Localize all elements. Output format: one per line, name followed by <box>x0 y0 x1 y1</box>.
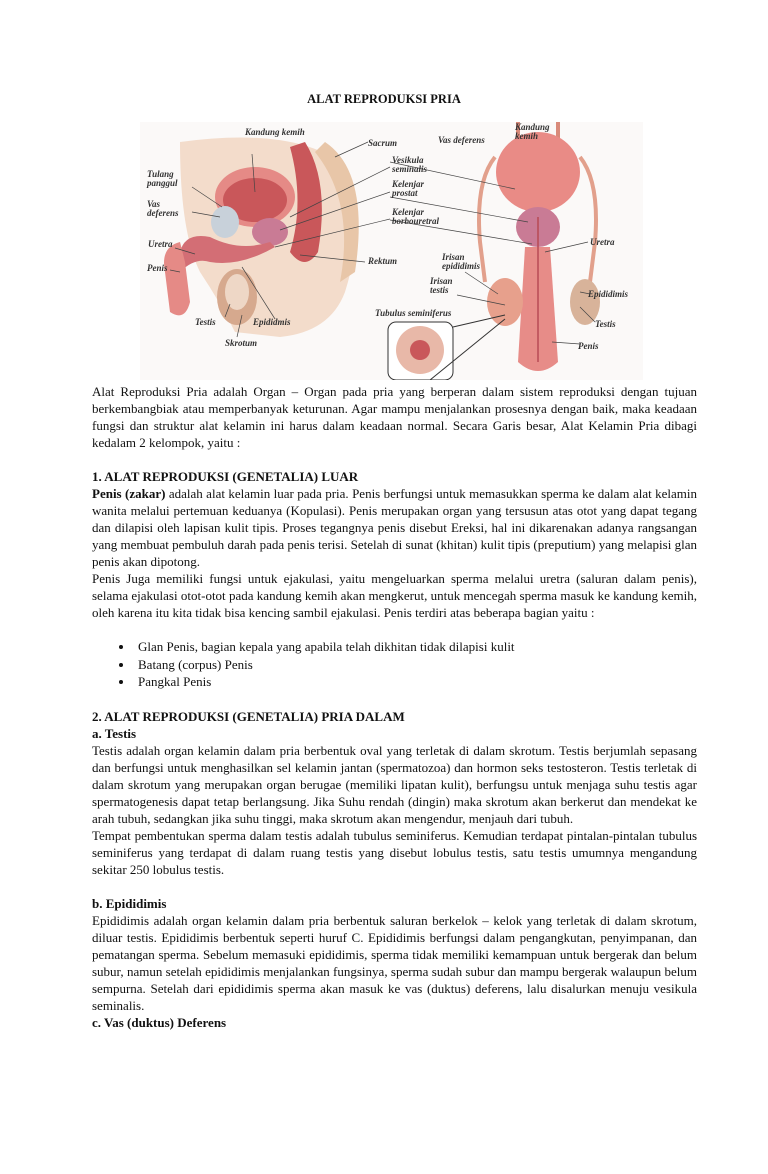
label-uretra-front: Uretra <box>590 237 615 247</box>
label-vesikula-seminalis: Vesikula seminalis <box>392 155 428 174</box>
label-vas-deferens-side: Vas deferens <box>147 199 179 218</box>
label-skrotum: Skrotum <box>225 338 258 348</box>
penis-description: adalah alat kelamin luar pada pria. Penis berfungsi untuk memasukkan sperma ke dalam alat kelamin wanita melalui pertemuan keduanya (Kopulasi). Penis merupakan organ yang tersusun atas otot yang dapat tegang dan dilapisi oleh lapisan kulit tipis. Proses tegangnya penis disebut Ereksi, hal ini dikarenakan adanya rangsangan yang membuat pembuluh darah pada penis terisi. Setelah di sunat (khitan) kulit tipis (preputium) yang melapisi glan penis akan dipotong. <box>92 486 697 569</box>
vas-deferens-heading: c. Vas (duktus) Deferens <box>92 1014 227 1030</box>
penis-paragraph <box>92 485 697 570</box>
label-epididmis-side: Epididmis <box>253 317 291 327</box>
label-kelenjar-borbouretral: Kelenjar borbouretral <box>392 207 440 226</box>
epididimis-paragraph: Epididimis adalah organ kelamin dalam pria berbentuk saluran berkelok – kelok yang terletak di dalam skrotum, diluar testis. Epididimis berbentuk seperti huruf C. Epididimis berfungsi dalam pengangkutan, penyimpanan, dan pematangan sperma. Sebelum memasuki epididimis, sperma tidak memiliki kemampuan untuk bergerak dan belum subur, namun setelah epididimis menjalankan fungsinya, sperma sudah subur dan mampu bergerak walaupun belum sempurna. Setelah dari epididimis sperma akan masuk ke vas (duktus) deferens, lalu disalurkan menuju vesikula seminalis. <box>92 912 697 1013</box>
label-uretra-side: Uretra <box>148 239 173 249</box>
penis-parts-list <box>92 638 697 691</box>
label-rektum: Rektum <box>368 256 398 266</box>
label-penis-side: Penis <box>147 263 168 273</box>
label-vas-deferens-front: Vas deferens <box>438 135 485 145</box>
label-sacrum: Sacrum <box>368 138 398 148</box>
label-testis-front: Testis <box>595 319 616 329</box>
label-kandung-kemih-side: Kandung kemih <box>245 127 305 137</box>
label-irisan-testis: Irisan testis <box>430 276 453 295</box>
list-item: • Glan Penis, bagian kepala yang apabila telah dikhitan tidak dilapisi kulit <box>134 638 697 656</box>
section-1-heading: 1. ALAT REPRODUKSI (GENETALIA) LUAR <box>92 469 359 484</box>
label-epididimis-front: Epididimis <box>588 289 629 299</box>
list-item: • Batang (corpus) Penis <box>134 656 697 674</box>
label-tulang-panggul: Tulang panggul <box>147 169 178 188</box>
document-body <box>92 383 697 1031</box>
penis-term: Penis (zakar) <box>92 486 166 501</box>
list-item: • Pangkal Penis <box>134 673 697 691</box>
testis-heading: a. Testis <box>92 725 137 741</box>
testis-paragraph-1: Testis adalah organ kelamin dalam pria berbentuk oval yang terletak di dalam skrotum. Testis berjumlah sepasang dan berfungsi untuk menghasilkan sel kelamin jantan (spermatozoa) dan hormon seks testosteron. Testis terletak di dalam skrotum yang merupakan organ berugae (memiliki lipatan kulit), berfungsu untuk menjaga suhu testis agar spermatogenesis dapat tetap berlangsung. Jika Suhu rendah (dingin) maka skrotum akan berkerut dan mendekat ke arah tubuh, sedangkan jika suhu tinggi, maka skrotum akan mengendur, menjauh dari tubuh. <box>92 742 697 826</box>
ejakulasi-paragraph: Penis Juga memiliki fungsi untuk ejakulasi, yaitu mengeluarkan sperma melalui uretra (saluran dalam penis), selama ejakulasi otot-otot pada kandung kemih akan mengkerut, untuk mencegah sperma masuk ke kandung kemih, oleh karena itu kita tidak bisa kencing sambil ejakulasi. Penis terdiri atas beberapa bagian yaitu : <box>92 571 697 620</box>
intro-paragraph: Alat Reproduksi Pria adalah Organ – Organ pada pria yang berperan dalam sistem reproduksi dengan tujuan berkembangbiak atau memperbanyak keturunan. Agar mampu menjalankan prosesnya dengan baik, maka keadaan fungsi dan struktur alat kelamin ini harus dalam keadaan normal. Secara Garis besar, Alat Kelamin Pria dibagi kedalam 2 kelompok, yaitu : <box>92 384 697 450</box>
label-irisan-epididimis: Irisan epididimis <box>442 252 480 271</box>
label-tubulus-seminiferus: Tubulus seminiferus <box>375 308 452 318</box>
epididimis-heading: b. Epididimis <box>92 895 167 911</box>
label-kandung-kemih-front: Kandung kemih <box>515 122 550 141</box>
reproductive-anatomy-figure <box>140 122 643 380</box>
label-penis-front: Penis <box>578 341 599 351</box>
label-kelenjar-prostat: Kelenjar prostat <box>392 179 425 198</box>
page-title: ALAT REPRODUKSI PRIA <box>307 92 461 106</box>
testis-paragraph-2: Tempat pembentukan sperma dalam testis adalah tubulus seminiferus. Kemudian terdapat pintalan-pintalan tubulus seminiferus yang terdapat di dalam ruang testis yang disebut lobulus testis, satu testis umumnya mengandung sekitar 250 lobulus testis. <box>92 827 697 877</box>
label-testis-side: Testis <box>195 317 216 327</box>
section-2-heading: 2. ALAT REPRODUKSI (GENETALIA) PRIA DALAM <box>92 708 405 724</box>
